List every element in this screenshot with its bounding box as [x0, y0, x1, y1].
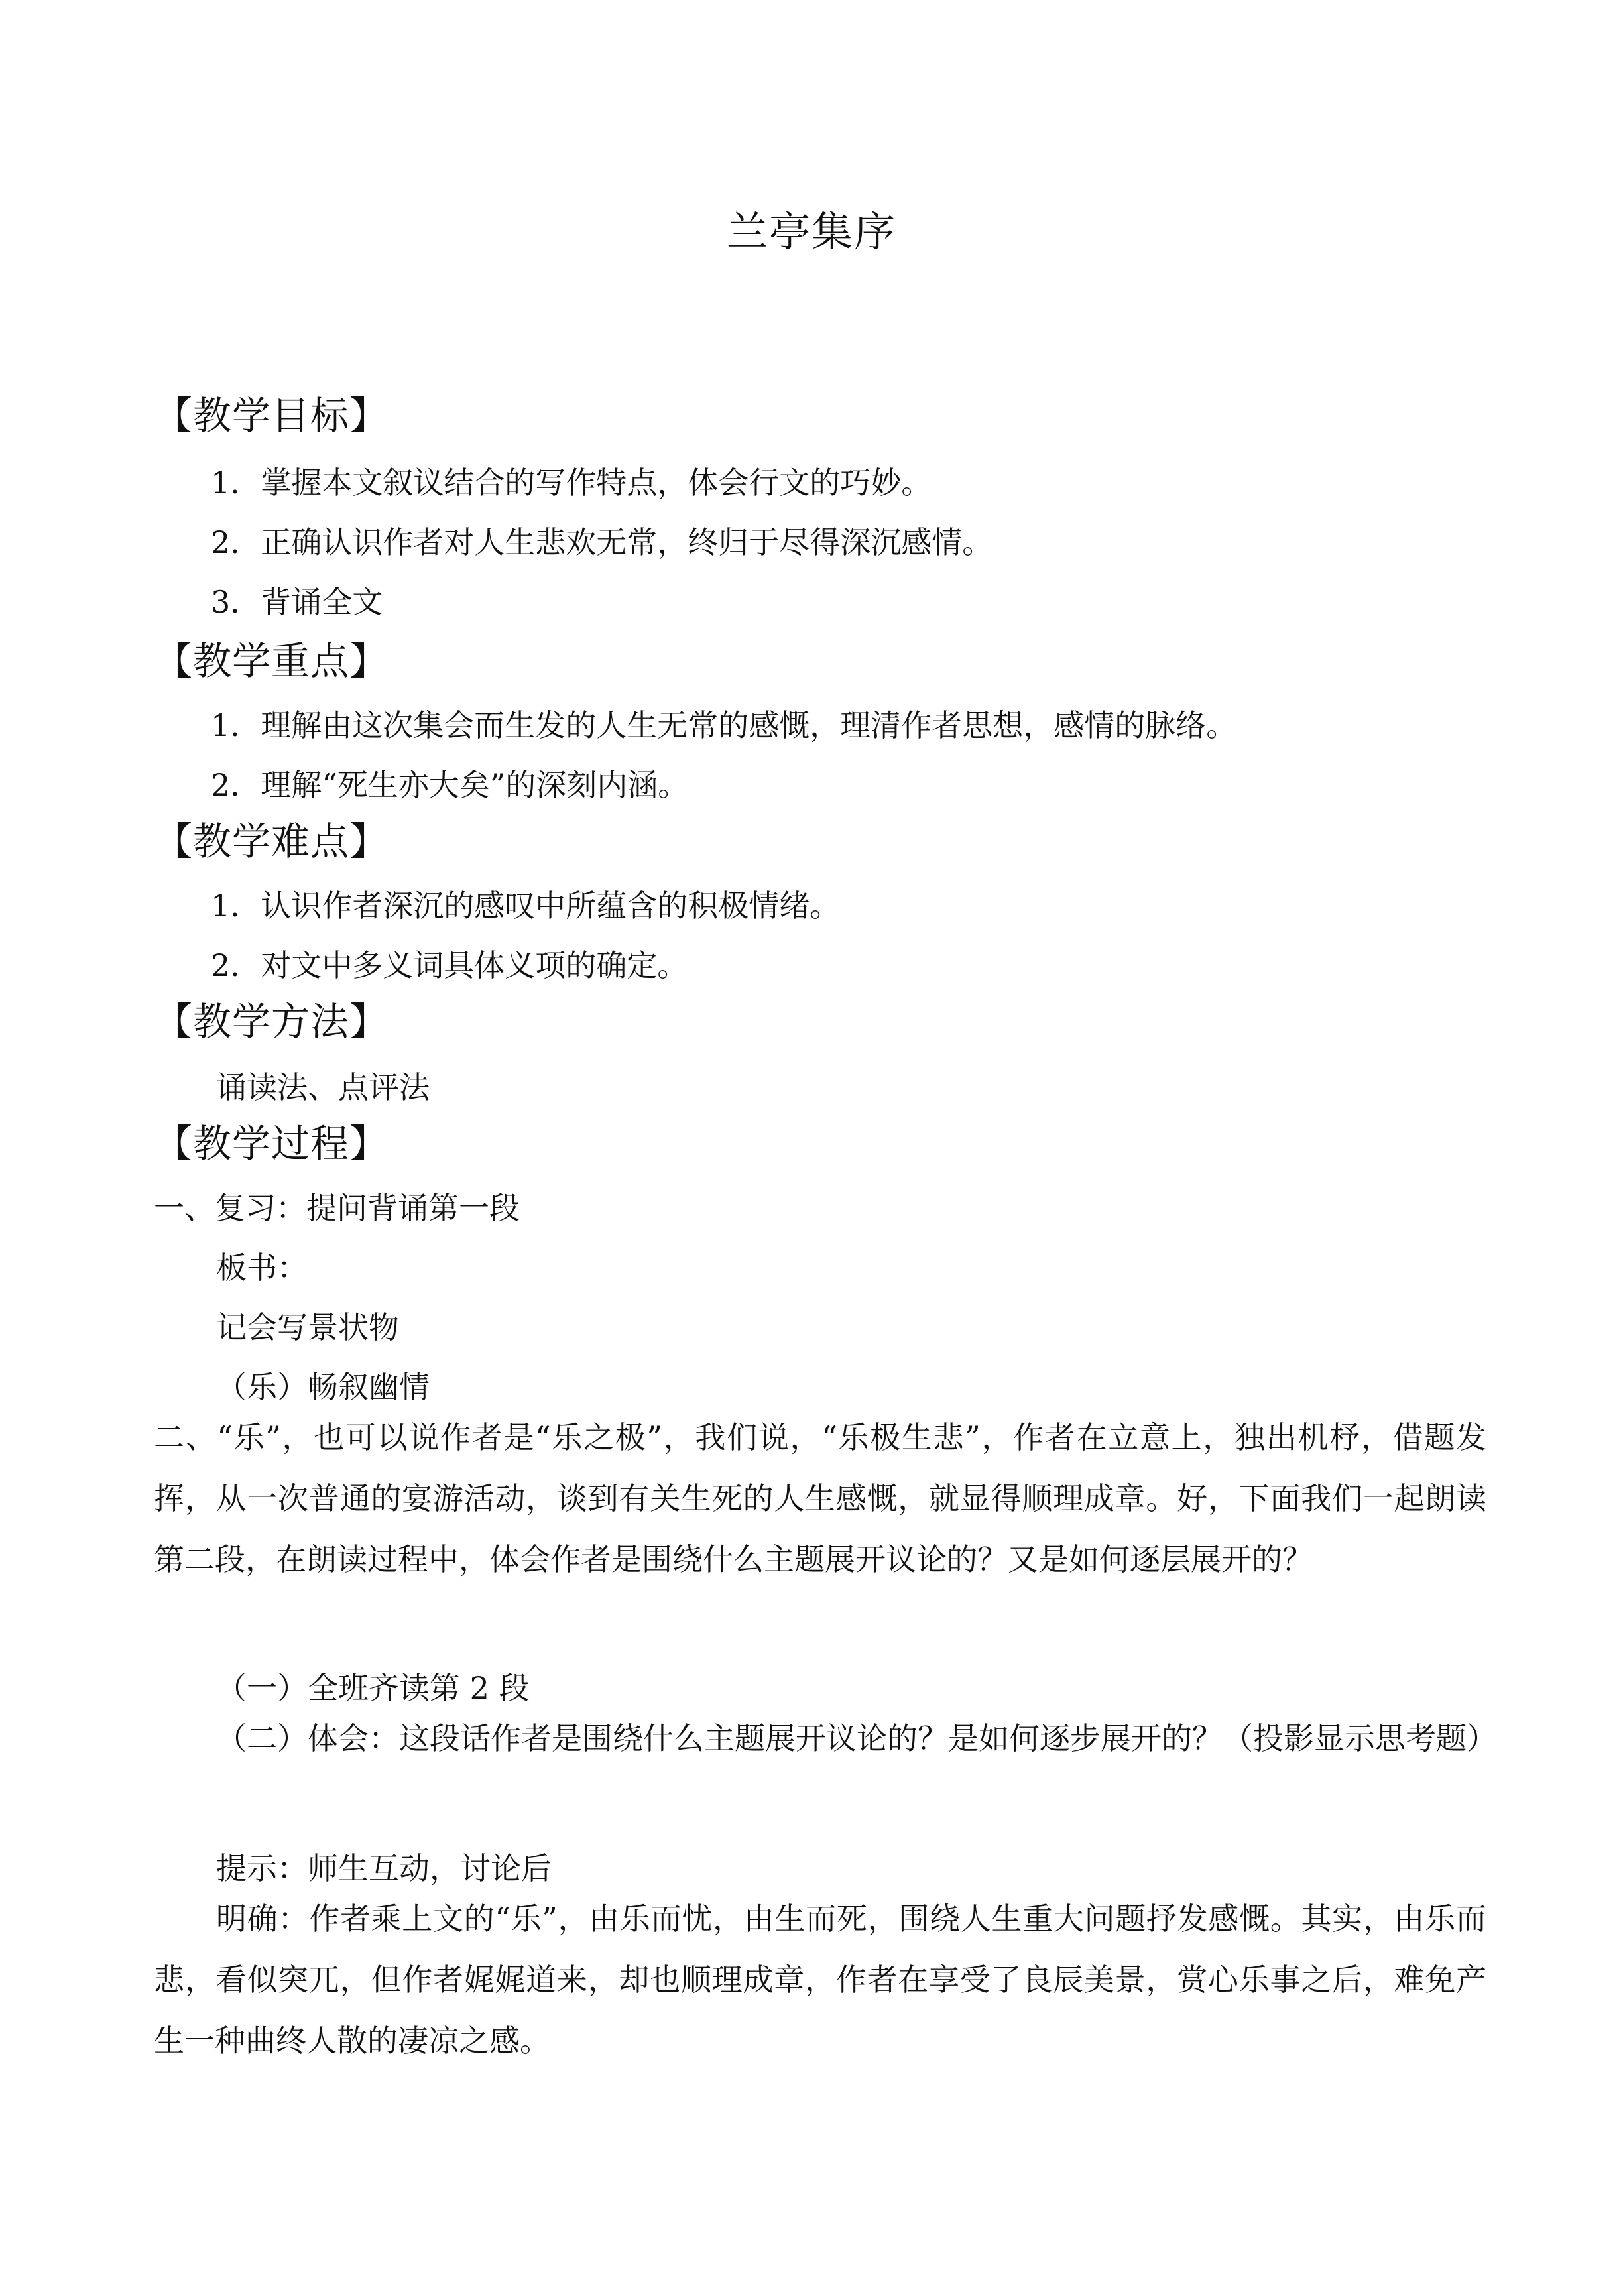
- objective-item-2: 2．正确认识作者对人生悲欢无常，终归于尽得深沉感情。: [211, 524, 993, 560]
- difficulty-item-1: 1．认识作者深沉的感叹中所蕴含的积极情绪。: [211, 888, 841, 924]
- difficulty-item-2: 2．对文中多义词具体义项的确定。: [211, 947, 688, 983]
- document-title: 兰亭集序: [726, 208, 896, 256]
- process-sub-1: （一）全班齐读第 2 段: [216, 1670, 530, 1706]
- heading-objectives: 【教学目标】: [154, 393, 389, 438]
- board-line-2: （乐）畅叙幽情: [216, 1369, 430, 1405]
- heading-process: 【教学过程】: [154, 1121, 389, 1166]
- process-step-1: 一、复习：提问背诵第一段: [154, 1190, 520, 1226]
- methods-text: 诵读法、点评法: [216, 1069, 430, 1105]
- process-clarify: 明确：作者乘上文的“乐”，由乐而忧，由生而死，围绕人生重大问题抒发感慨。其实，由乐而悲，看似突兀，但作者娓娓道来，却也顺理成章，作者在享受了良辰美景，赏心乐事之后，难免产生一种曲终人散的凄凉之感。: [154, 1901, 1486, 2059]
- board-line-1: 记会写景状物: [216, 1309, 399, 1345]
- heading-difficulties: 【教学难点】: [154, 819, 389, 864]
- process-hint: 提示：师生互动，讨论后: [216, 1850, 552, 1886]
- key-point-item-2: 2．理解“死生亦大矣”的深刻内涵。: [211, 767, 689, 803]
- key-point-item-1: 1．理解由这次集会而生发的人生无常的感慨，理清作者思想，感情的脉络。: [211, 707, 1237, 743]
- process-step-2: 二、“乐”，也可以说作者是“乐之极”，我们说，“乐极生悲”，作者在立意上，独出机杼，借题发挥，从一次普通的宴游活动，谈到有关生死的人生感慨，就显得顺理成章。好，下面我们一起朗读第二段，在朗读过程中，体会作者是围绕什么主题展开议论的？又是如何逐层展开的？: [154, 1420, 1486, 1577]
- heading-methods: 【教学方法】: [154, 999, 389, 1044]
- objective-item-1: 1．掌握本文叙议结合的写作特点，体会行文的巧妙。: [211, 465, 932, 501]
- board-label: 板书：: [216, 1250, 308, 1286]
- heading-key-points: 【教学重点】: [154, 638, 389, 684]
- objective-item-3: 3．背诵全文: [211, 584, 383, 620]
- process-sub-2: （二）体会：这段话作者是围绕什么主题展开议论的？是如何逐步展开的？（投影显示思考题）: [216, 1721, 1497, 1756]
